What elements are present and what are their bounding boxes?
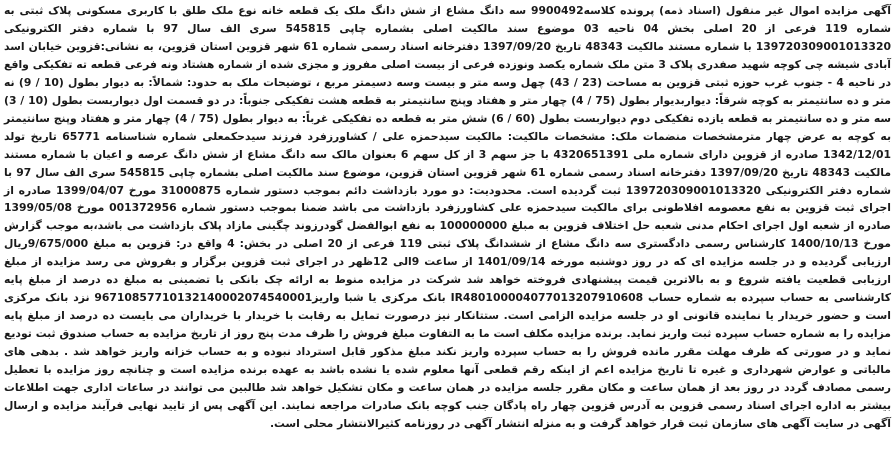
auction-notice-body: آگهی مزایده اموال غیر منقول (اسناد ذمه) پرونده کلاسه9900492 سه دانگ مشاع از شش دانگ ملک یک قطعه خانه نوع ملک طلق با کاربری مسکونی پلاک ثبتی به شماره 119 فرعی از 20 اصلی بخش 04 ناحیه 03 موضوع سند مالکیت اصلی بشماره چاپی 545815 سری الف سال 97 با شماره دفتر الکترونیکی 139720309001013320 با شماره مستند مالکیت 48343 تاریخ 1397/09/20 دفترخانه اسناد رسمی شماره 61 شهر قزوین استان قزوین، به نشانی:قزوین خیابان اسد آبادی شیشه چی کوچه شهید صفدری پلاک 3 متن ملک شماره یکصد ونوزده فرعی از بیست اصلی مفروز و مجزی شده از شماره هشتاد ونه فرعی قطعه ته تفکیکی واقع در ناحیه 4 - جنوب غرب حوزه ثبتی قزوین به مساحت (23 / 43) چهل وسه متر و بیست وسه دسیمتر مربع ، توضیحات ملک به حدود: شمالاً: به دیوار بطول (10 / 9) نه متر و ده سانتیمتر به کوچه شرقاً: دیواربدیوار بطول (75 / 4) چهار متر و هفتاد وپنج سانتیمتر به قطعه هشت تفکیکی جنوباً: در دو قسمت اول دیواربست بطول (10 / 3) سه متر و ده سانتیمتر به قطعه یازده تفکیکی دوم دیواربست بطول (60 / 6) شش متر به قطعه ده تفکیکی غرباً: به دیوار بطول (75 / 4) چهار متر و هفتاد وپنج سانتیمتر به کوچه به عرض چهار مترمشخصات منضمات ملک: مشخصات مالکیت: مالکیت سیدحمزه علی / کشاورزفرد فرزند سیدحکمعلی شماره شناسنامه 65771 تاریخ تولد 1342/12/01 صادره از قزوین دارای شماره ملی 4320651391 با جز سهم 3 از کل سهم 6 بعنوان مالک سه دانگ مشاع از شش دانگ عرصه و اعیان با شماره مستند مالکیت 48343 تاریخ 1397/09/20 دفترخانه اسناد رسمی شماره 61 شهر قزوین استان قزوین، موضوع سند مالکیت اصلی بشماره چاپی 545815 سری الف سال 97 با شماره دفتر الکترونیکی 139720309001013320 ثبت گردیده است. محدودیت: دو مورد بازداشت دائم بموجب دستور شماره 31000875 مورخ 1399/04/07 صادره از اجرای ثبت قزوین به نفع معصومه افلاطونی برای مالکیت سیدحمزه علی کشاورزفرد بازداشت می باشد ضمنا بموجب دستور شماره 001372956 مورخ 1399/05/08 صادره از شعبه اول اجرای احکام مدنی شعبه حل اختلاف قزوین به مبلغ 100000000 به نفع ابوالفضل گودرزوند چگینی مازاد پلاک بازداشت می باشد،به موجب گزارش مورخ 1400/10/13 کارشناس رسمی دادگستری سه دانگ مشاع از ششدانگ پلاک ثبتی 119 فرعی از 20 اصلی در بخش: 4 واقع در: قزوین به مبلغ 9/675/000ریال ارزیابی گردیده و در جلسه مزایده ای که در روز دوشنبه مورخه 1401/09/14 از ساعت 9الی 12ظهر در اجرای ثبت قزوین برگزار و بفروش می رسد مزایده از مبلغ ارزیابی قطعیت یافته شروع و به بالاترین قیمت پیشنهادی فروخته خواهد شد شرکت در مزایده منوط به ارائه چک بانکی یا تضمینی به مبلغ ده درصد از مبلغ پایه کارشناسی به حساب سپرده به شماره حساب IR480100004077013207910608 بانک مرکزی یا شبا واریز96710857710132140002074540001 نزد بانک مرکزی است و حضور خریدار یا نماینده قانونی او در جلسه مزایده الزامی است. ستتانکار نیز درصورت تمایل به رقابت با خریدار با خریداران می بایست ده درصد از مبلغ پایه مزایده را به شماره حساب سپرده ثبت واریز نماید. برنده مزایده مکلف است ما به التفاوت مبلغ فروش را ظرف مدت پنج روز از تاریخ مزایده به حساب صندوق ثبت تودیع نماید و در صورتی که ظرف مهلت مقرر مانده فروش را به حساب سپرده واریز نکند مبلغ مذکور قابل استرداد نبوده و به حساب خزانه واریز خواهد شد . بدهی های مالیاتی و عوارض شهرداری و غیره تا تاریخ مزایده اعم از اینکه رقم قطعی آنها معلوم شده یا نشده باشد به عهده برنده مزایده است و چنانچه روز مزایده با تعطیل رسمی مصادف گردد در روز بعد از همان ساعت و مکان مقرر جلسه مزایده در همان ساعت و مکان تشکیل خواهد شد طالبین می توانند در ساعات اداری جهت اطلاعات بیشتر به اداره اجرای اسناد رسمی قزوین به آدرس قزوین چهار راه پادگان جنب کوچه بانک صادرات مراجعه نمایند. این آگهی پس از تایید نهایی فرآیند مزایده و ارسال آگهی در سایت آگهی های سازمان ثبت قرار خواهد گرفت و به منزله انتشار آگهی در روزنامه کثیرالانتشار محلی است. [4, 4, 892, 430]
